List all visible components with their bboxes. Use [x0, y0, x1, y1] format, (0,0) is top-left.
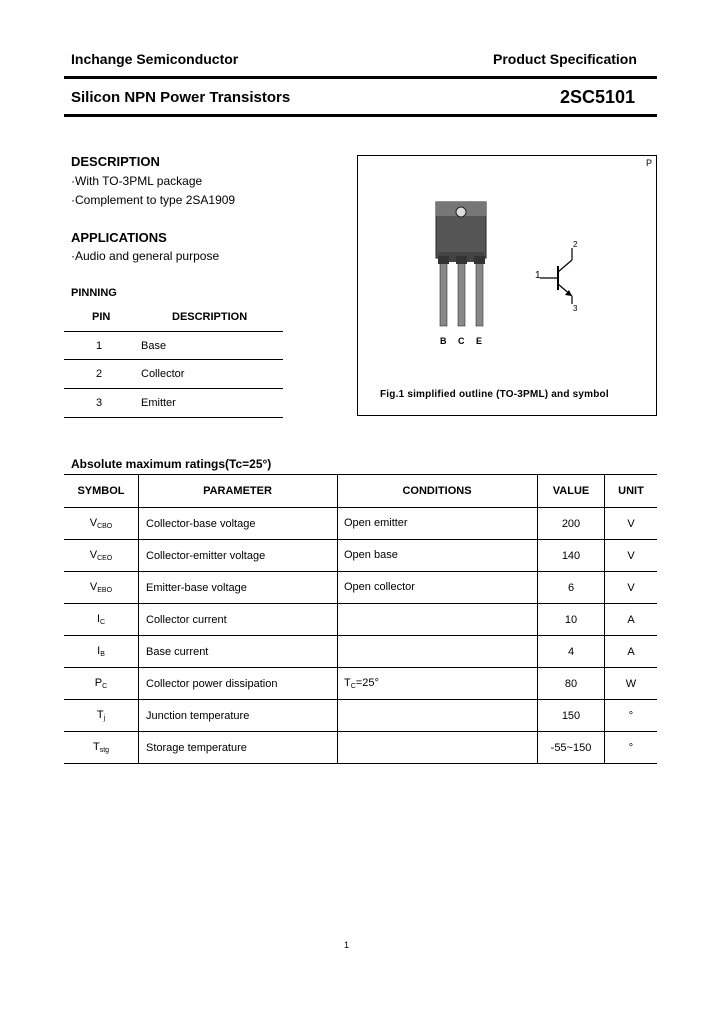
pin-description: Collector: [141, 368, 185, 380]
unit-cell: A: [605, 604, 658, 636]
bullet-mark: ·: [71, 249, 75, 263]
to3pml-package-drawing: [358, 156, 656, 356]
pin-number: 2: [96, 368, 103, 380]
pin-row: [64, 331, 283, 360]
parameter-cell: Emitter-base voltage: [139, 572, 338, 604]
company-name: Inchange Semiconductor: [71, 51, 239, 67]
description-item: [71, 174, 202, 188]
unit-cell: °: [605, 700, 658, 732]
pin-column-header: PIN: [92, 311, 111, 323]
pin-description-column-header: DESCRIPTION: [172, 311, 248, 323]
symbol-letter: V: [89, 581, 98, 593]
table-row: [64, 540, 657, 572]
parameter-cell: Collector-base voltage: [139, 508, 338, 540]
value-cell: 4: [538, 636, 605, 668]
header-parameter: PARAMETER: [139, 475, 338, 508]
symbol-letter: I: [97, 645, 101, 657]
table-row: [64, 508, 657, 540]
pin-label-b: B: [440, 336, 447, 346]
description-text: With TO-3PML package: [75, 174, 203, 188]
absolute-maximum-ratings-table: [64, 474, 657, 764]
page-number: 1: [344, 940, 350, 950]
description-item: [71, 193, 235, 207]
parameter-cell: Storage temperature: [139, 732, 338, 764]
symbol-subscript: EBO: [97, 587, 113, 594]
product-line: Silicon NPN Power Transistors: [71, 89, 291, 106]
unit-cell: W: [605, 668, 658, 700]
symbol-cell: [64, 572, 139, 604]
lead-collector: [458, 262, 465, 326]
conditions-cell: [338, 508, 538, 540]
pinning-heading: PINNING: [71, 287, 117, 299]
table-row: [64, 668, 657, 700]
symbol-subscript: CBO: [97, 523, 113, 530]
symbol-label-collector: 2: [573, 240, 578, 249]
condition-subscript: C: [350, 683, 356, 690]
unit-cell: V: [605, 540, 658, 572]
bullet-mark: ·: [71, 193, 75, 207]
header-unit: UNIT: [605, 475, 658, 508]
bullet-mark: ·: [71, 174, 75, 188]
header-rule-bottom: [64, 114, 657, 117]
table-row: [64, 572, 657, 604]
ratings-title: Absolute maximum ratings(Tc=25°): [71, 457, 272, 471]
symbol-cell: [64, 636, 139, 668]
unit-cell: V: [605, 572, 658, 604]
parameter-cell: Base current: [139, 636, 338, 668]
unit-cell: A: [605, 636, 658, 668]
figure-caption: Fig.1 simplified outline (TO-3PML) and symbol: [380, 389, 609, 400]
value-cell: 80: [538, 668, 605, 700]
pin-row: [64, 359, 283, 388]
table-row: [64, 604, 657, 636]
unit-cell: °: [605, 732, 658, 764]
parameter-cell: Collector current: [139, 604, 338, 636]
value-cell: 140: [538, 540, 605, 572]
symbol-cell: [64, 732, 139, 764]
symbol-label-base: 1: [535, 270, 541, 281]
application-item: [71, 249, 219, 263]
pin-row: [64, 388, 283, 418]
condition-tail: =25°: [355, 677, 379, 689]
symbol-letter: T: [92, 741, 100, 753]
symbol-subscript: stg: [99, 747, 110, 754]
figure-box: [357, 155, 657, 416]
document-type: Product Specification: [493, 51, 637, 67]
symbol-subscript: C: [102, 683, 108, 690]
value-cell: -55~150: [538, 732, 605, 764]
conditions-cell: [338, 572, 538, 604]
header-rule-top: [64, 76, 657, 79]
table-header-row: [64, 475, 657, 508]
header-value: VALUE: [538, 475, 605, 508]
table-row: [64, 700, 657, 732]
symbol-cell: [64, 540, 139, 572]
conditions-cell: [338, 700, 538, 732]
applications-heading: APPLICATIONS: [71, 230, 167, 245]
description-text: Complement to type 2SA1909: [75, 193, 236, 207]
symbol-cell: [64, 668, 139, 700]
symbol-letter: V: [89, 517, 98, 529]
symbol-subscript: CEO: [97, 555, 113, 562]
pin-number: 1: [96, 340, 103, 352]
pin-description: Base: [141, 340, 167, 352]
parameter-cell: Collector power dissipation: [139, 668, 338, 700]
conditions-cell: [338, 668, 538, 700]
table-row: [64, 732, 657, 764]
condition-text: Open emitter: [344, 517, 408, 529]
symbol-subscript: B: [100, 651, 105, 658]
condition-text: Open base: [344, 549, 398, 561]
pin-number: 3: [96, 397, 103, 409]
value-cell: 10: [538, 604, 605, 636]
condition-text: T: [344, 677, 351, 689]
symbol-letter: T: [96, 709, 104, 721]
symbol-letter: I: [96, 613, 100, 625]
parameter-cell: Junction temperature: [139, 700, 338, 732]
value-cell: 150: [538, 700, 605, 732]
lead-base: [440, 262, 447, 326]
table-row: [64, 636, 657, 668]
symbol-letter: P: [94, 677, 103, 689]
symbol-subscript: C: [100, 619, 106, 626]
symbol-cell: [64, 604, 139, 636]
description-heading: DESCRIPTION: [71, 154, 160, 169]
symbol-cell: [64, 508, 139, 540]
conditions-cell: [338, 604, 538, 636]
symbol-cell: [64, 700, 139, 732]
conditions-cell: [338, 540, 538, 572]
lead-emitter: [476, 262, 483, 326]
pin-label-e: E: [476, 336, 483, 346]
conditions-cell: [338, 636, 538, 668]
mounting-hole: [456, 207, 466, 217]
part-number: 2SC5101: [560, 87, 636, 107]
value-cell: 6: [538, 572, 605, 604]
value-cell: 200: [538, 508, 605, 540]
unit-cell: V: [605, 508, 658, 540]
pin-label-c: C: [458, 336, 465, 346]
condition-text: Open collector: [344, 581, 415, 593]
conditions-cell: [338, 732, 538, 764]
header-conditions: CONDITIONS: [338, 475, 538, 508]
header-symbol: SYMBOL: [64, 475, 139, 508]
symbol-letter: V: [89, 549, 98, 561]
pin-description: Emitter: [141, 397, 176, 409]
figure-corner-mark: P: [645, 158, 652, 168]
symbol-label-emitter: 3: [573, 304, 578, 313]
parameter-cell: Collector-emitter voltage: [139, 540, 338, 572]
application-text: Audio and general purpose: [75, 249, 220, 263]
symbol-subscript: j: [103, 715, 106, 722]
